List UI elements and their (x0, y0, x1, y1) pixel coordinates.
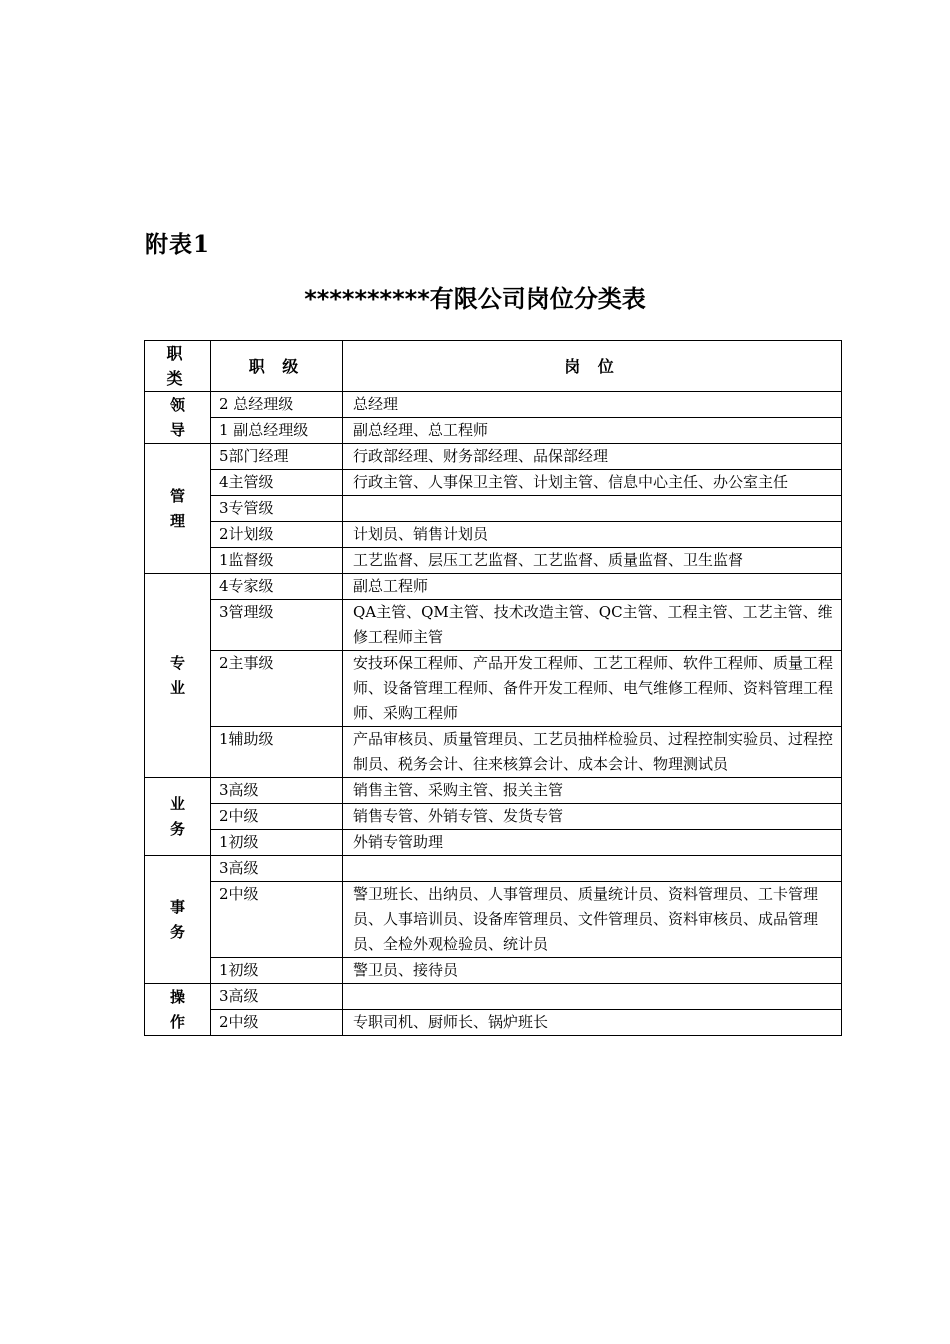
table-row (145, 392, 842, 418)
level-cell: 4专家级 (211, 574, 343, 600)
table-row (145, 651, 842, 727)
category-cell: 管理 (145, 444, 211, 574)
level-cell: 1辅助级 (211, 727, 343, 778)
position-cell: QA主管、QM主管、技术改造主管、QC主管、工程主管、工艺主管、维修工程师主管 (343, 600, 842, 651)
level-cell: 2中级 (211, 804, 343, 830)
level-cell: 4主管级 (211, 470, 343, 496)
position-cell: 销售专管、外销专管、发货专管 (343, 804, 842, 830)
level-cell: 2中级 (211, 882, 343, 958)
table-row (145, 830, 842, 856)
header-position: 岗 位 (343, 341, 842, 392)
position-cell: 副总工程师 (343, 574, 842, 600)
category-cell: 领导 (145, 392, 211, 444)
level-cell: 1 副总经理级 (211, 418, 343, 444)
position-cell (343, 496, 842, 522)
position-cell: 产品审核员、质量管理员、工艺员抽样检验员、过程控制实验员、过程控制员、税务会计、往来核算会计、成本会计、物理测试员 (343, 727, 842, 778)
level-cell: 5部门经理 (211, 444, 343, 470)
level-cell: 1监督级 (211, 548, 343, 574)
position-cell (343, 984, 842, 1010)
table-row (145, 958, 842, 984)
table-row (145, 548, 842, 574)
level-cell: 3高级 (211, 984, 343, 1010)
table-row (145, 418, 842, 444)
header-level: 职 级 (211, 341, 343, 392)
table-row (145, 778, 842, 804)
table-row (145, 1010, 842, 1036)
position-cell: 警卫员、接待员 (343, 958, 842, 984)
position-cell: 安技环保工程师、产品开发工程师、工艺工程师、软件工程师、质量工程师、设备管理工程师、备件开发工程师、电气维修工程师、资料管理工程师、采购工程师 (343, 651, 842, 727)
position-cell: 副总经理、总工程师 (343, 418, 842, 444)
appendix-label: 附表1 (145, 231, 211, 258)
position-cell: 总经理 (343, 392, 842, 418)
category-cell: 业务 (145, 778, 211, 856)
level-cell: 2计划级 (211, 522, 343, 548)
table-row (145, 727, 842, 778)
table-row (145, 470, 842, 496)
level-cell: 1初级 (211, 830, 343, 856)
table-row (145, 984, 842, 1010)
level-cell: 2中级 (211, 1010, 343, 1036)
table-row (145, 882, 842, 958)
position-cell: 计划员、销售计划员 (343, 522, 842, 548)
position-cell: 行政部经理、财务部经理、品保部经理 (343, 444, 842, 470)
table-row (145, 496, 842, 522)
category-cell: 事务 (145, 856, 211, 984)
document-title: **********有限公司岗位分类表 (304, 285, 646, 313)
level-cell: 2 总经理级 (211, 392, 343, 418)
position-cell: 专职司机、厨师长、锅炉班长 (343, 1010, 842, 1036)
level-cell: 3管理级 (211, 600, 343, 651)
table-row (145, 444, 842, 470)
level-cell: 1初级 (211, 958, 343, 984)
table-body (145, 392, 842, 1036)
position-cell: 工艺监督、层压工艺监督、工艺监督、质量监督、卫生监督 (343, 548, 842, 574)
table-row (145, 856, 842, 882)
level-cell: 3专管级 (211, 496, 343, 522)
position-cell: 行政主管、人事保卫主管、计划主管、信息中心主任、办公室主任 (343, 470, 842, 496)
table-row (145, 804, 842, 830)
level-cell: 2主事级 (211, 651, 343, 727)
category-cell: 操作 (145, 984, 211, 1036)
position-cell (343, 856, 842, 882)
level-cell: 3高级 (211, 856, 343, 882)
table-row (145, 522, 842, 548)
table-row (145, 600, 842, 651)
header-category: 职 类 (145, 341, 211, 392)
table-row (145, 574, 842, 600)
level-cell: 3高级 (211, 778, 343, 804)
position-classification-table (144, 340, 842, 1036)
position-cell: 警卫班长、出纳员、人事管理员、质量统计员、资料管理员、工卡管理员、人事培训员、设备库管理员、文件管理员、资料审核员、成品管理员、全检外观检验员、统计员 (343, 882, 842, 958)
position-cell: 外销专管助理 (343, 830, 842, 856)
category-cell: 专业 (145, 574, 211, 778)
table-header-row (145, 341, 842, 392)
position-cell: 销售主管、采购主管、报关主管 (343, 778, 842, 804)
